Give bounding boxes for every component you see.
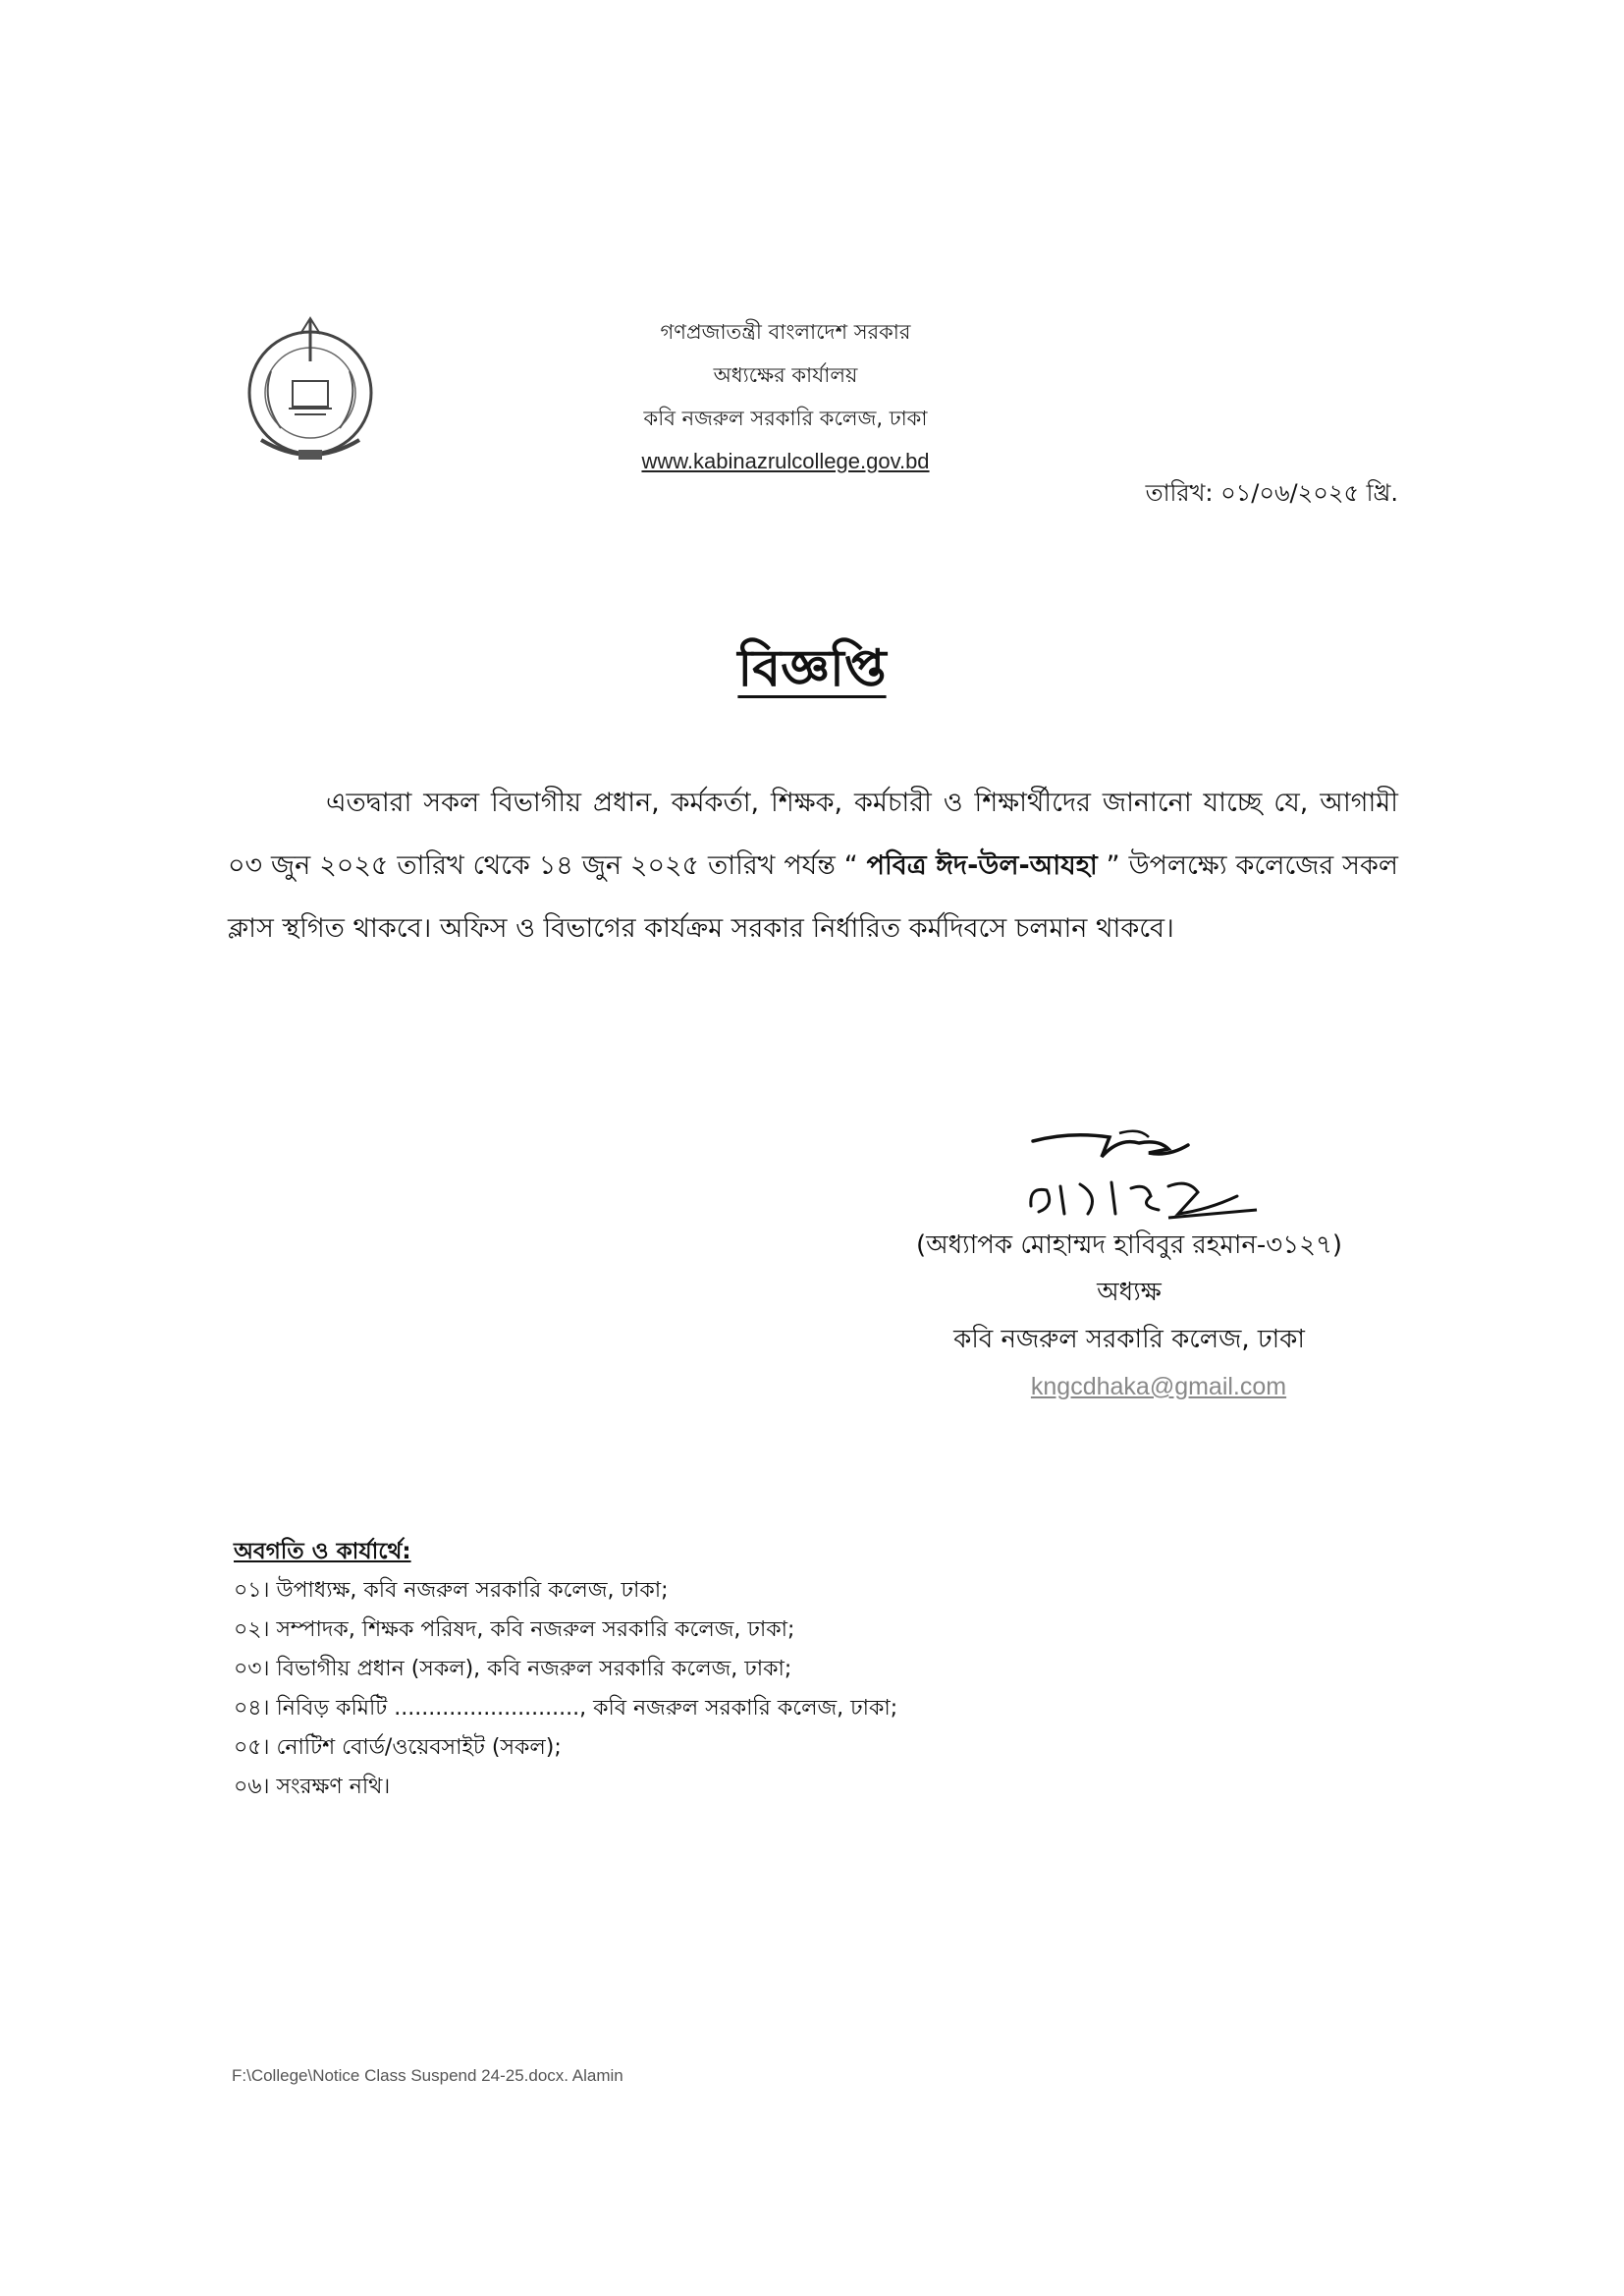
distribution-item: ০২। সম্পাদক, শিক্ষক পরিষদ, কবি নজরুল সরকারি কলেজ, ঢাকা;: [234, 1617, 795, 1642]
college-name: কবি নজরুল সরকারি কলেজ, ঢাকা: [643, 407, 928, 430]
notice-text-part1: এতদ্বারা সকল বিভাগীয় প্রধান, কর্মকর্তা, শিক্ষক, কর্মচারী ও শিক্ষার্থীদের জানানো যাচ্ছে যে, আগামী ০৩ জুন ২০২৫ তারিখ থেকে ১৪ জুন ২০২৫ তারিখ পর্যন্ত “: [228, 788, 1398, 881]
distribution-item: ০৫। নোটিশ বোর্ড/ওয়েবসাইট (সকল);: [234, 1735, 562, 1760]
signature-block: [854, 1222, 1404, 1410]
distribution-heading: অবগতি ও কার্যার্থে:: [234, 1539, 411, 1564]
website-link[interactable]: www.kabinazrulcollege.gov.bd: [641, 449, 930, 473]
distribution-item: ০১। উপাধ্যক্ষ, কবি নজরুল সরকারি কলেজ, ঢাকা;: [234, 1578, 669, 1603]
office-name: অধ্যক্ষের কার্যালয়: [713, 363, 858, 387]
distribution-item: ০৩। বিভাগীয় প্রধান (সকল), কবি নজরুল সরকারি কলেজ, ঢাকা;: [234, 1657, 792, 1681]
distribution-list: [234, 1532, 1412, 1807]
notice-text-part2: ” উপলক্ষ্যে কলেজের সকল ক্লাস স্থগিত থাকবে। অফিস ও বিভাগের কার্যক্রম সরকার নির্ধারিত কর্মদিবসে চলমান থাকবে।: [228, 850, 1398, 944]
file-path-footer: F:\College\Notice Class Suspend 24-25.docx. Alamin: [232, 2066, 623, 2085]
signatory-designation: অধ্যক্ষ: [1097, 1278, 1162, 1307]
signatory-email[interactable]: kngcdhaka@gmail.com: [1030, 1373, 1287, 1400]
govt-name: গণপ্রজাতন্ত্রী বাংলাদেশ সরকার: [660, 320, 911, 344]
handwritten-signature: [1021, 1127, 1267, 1235]
letterhead: [511, 310, 1060, 483]
notice-text-bold: পবিত্র ঈদ-উল-আযহা: [866, 850, 1098, 881]
distribution-item: ০৪। নিবিড় কমিটি ..........................., কবি নজরুল সরকারি কলেজ, ঢাকা;: [234, 1696, 898, 1721]
notice-date: তারিখ: ০১/০৬/২০২৫ খ্রি.: [1145, 479, 1398, 507]
college-seal-logo: [232, 312, 389, 469]
notice-title-wrap: [0, 629, 1624, 714]
signatory-institution: কবি নজরুল সরকারি কলেজ, ঢাকা: [953, 1325, 1305, 1354]
distribution-item: ০৬। সংরক্ষণ নথি।: [234, 1775, 391, 1799]
signatory-name: (অধ্যাপক মোহাম্মদ হাবিবুর রহমান-৩১২৭): [915, 1230, 1343, 1260]
notice-title: বিজ্ঞপ্তি: [737, 639, 887, 698]
notice-body: [228, 772, 1398, 960]
